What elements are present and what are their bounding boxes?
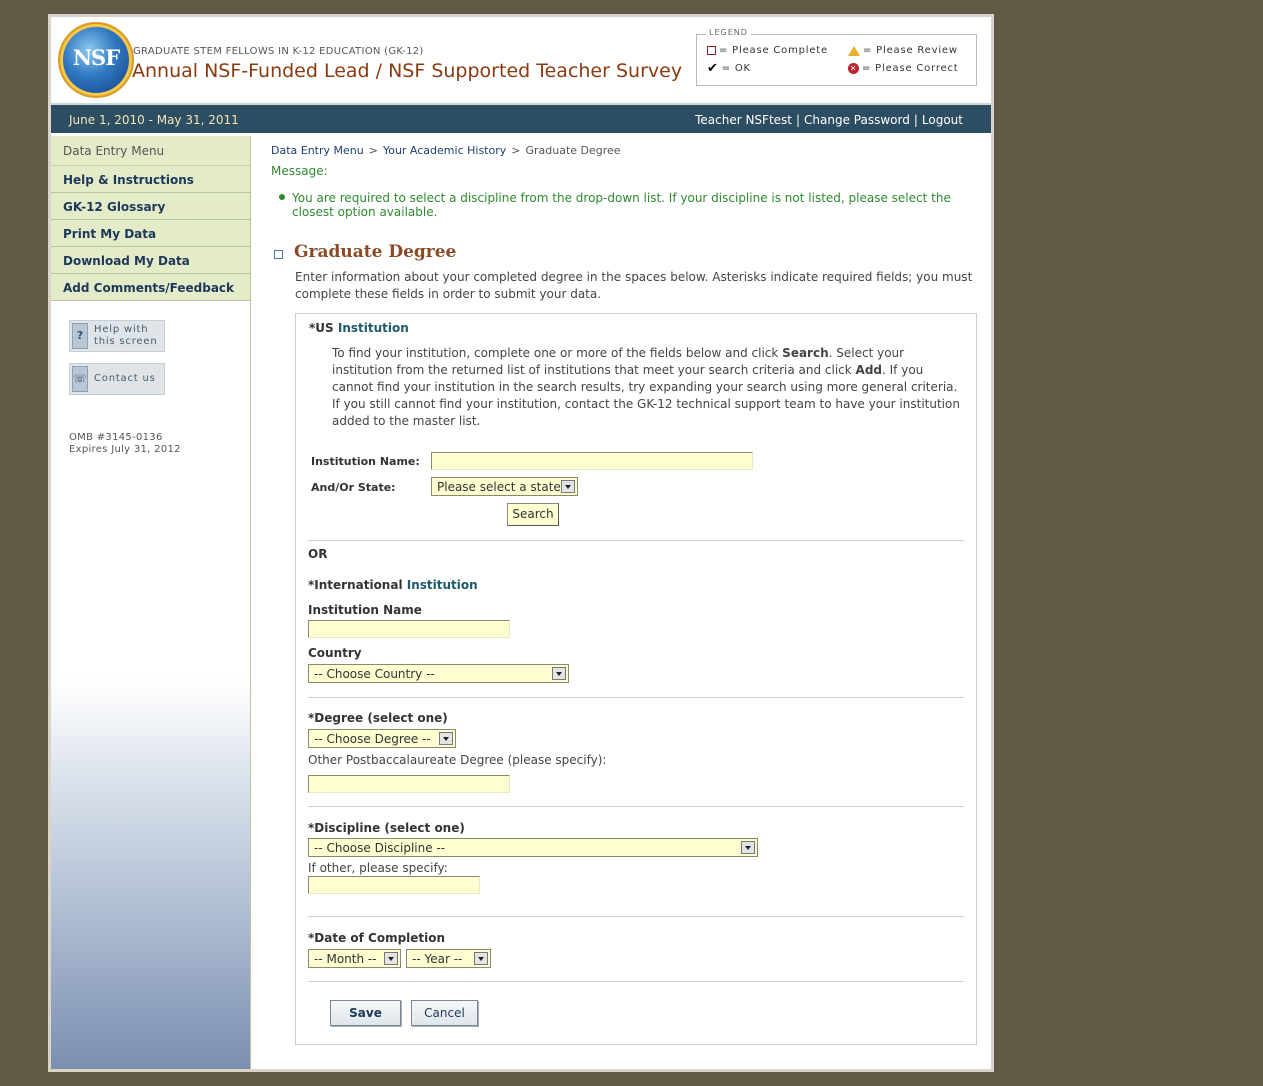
discipline-selected-value: -- Choose Discipline -- <box>314 841 446 855</box>
logo-text: NSF <box>72 45 120 70</box>
divider <box>308 981 964 982</box>
nsf-logo <box>63 27 129 93</box>
program-name: GRADUATE STEM FELLOWS IN K-12 EDUCATION (GK-12) <box>133 46 424 57</box>
sidebar-item-help-instructions[interactable]: Help & Instructions <box>51 166 250 193</box>
section-title: Graduate Degree <box>294 242 457 262</box>
help-button-line2: this screen <box>94 336 158 347</box>
page-frame <box>48 14 994 1072</box>
sidebar-item-add-comments[interactable]: Add Comments/Feedback <box>51 274 250 301</box>
other-degree-label: Other Postbaccalaureate Degree (please specify): <box>308 753 607 767</box>
month-selected-value: -- Month -- <box>314 952 377 966</box>
phone-icon: ☏ <box>72 366 88 392</box>
legend-please-review-label: = Please Review <box>863 45 958 56</box>
legend-please-correct-label: = Please Correct <box>862 63 959 74</box>
breadcrumb-separator: > <box>511 144 521 157</box>
error-icon: ✕ <box>849 64 858 73</box>
year-select[interactable] <box>406 949 491 968</box>
main-content <box>252 136 991 1069</box>
discipline-select[interactable] <box>308 838 758 857</box>
international-institution-label <box>308 578 478 592</box>
legend-title: LEGEND <box>706 28 751 37</box>
legend <box>696 28 977 86</box>
cancel-button[interactable]: Cancel <box>411 1000 478 1026</box>
contact-button-label: Contact us <box>94 373 156 384</box>
section-status-box-icon <box>274 250 283 259</box>
breadcrumb-current: Graduate Degree <box>525 144 621 157</box>
year-selected-value: -- Year -- <box>412 952 463 966</box>
state-select[interactable] <box>431 477 578 496</box>
divider <box>308 697 964 698</box>
save-button[interactable]: Save <box>330 1000 401 1026</box>
chevron-down-icon <box>384 952 398 965</box>
chevron-down-icon <box>474 952 488 965</box>
chevron-down-icon <box>561 480 575 493</box>
legend-please-correct <box>848 63 959 74</box>
intl-institution-name-label: Institution Name <box>308 603 422 617</box>
us-institution-prefix: *US <box>309 321 334 335</box>
us-institution-instructions <box>332 345 962 430</box>
chevron-down-icon <box>741 841 755 854</box>
question-icon: ? <box>72 323 88 349</box>
breadcrumb-academic-history[interactable]: Your Academic History <box>382 144 507 157</box>
empty-box-icon <box>707 46 716 55</box>
chevron-down-icon <box>439 732 453 745</box>
divider <box>308 916 964 917</box>
international-prefix: *International <box>308 578 403 592</box>
contact-us-button[interactable] <box>69 363 165 395</box>
country-selected-value: -- Choose Country -- <box>314 667 435 681</box>
international-accent: Institution <box>406 578 478 592</box>
help-button-line1: Help with <box>94 324 149 335</box>
breadcrumb-data-entry-menu[interactable]: Data Entry Menu <box>271 144 364 157</box>
state-label: And/Or State: <box>311 481 396 494</box>
legend-please-complete-label: = Please Complete <box>719 45 828 56</box>
divider <box>308 806 964 807</box>
sidebar-item-download-data[interactable]: Download My Data <box>51 247 250 274</box>
month-select[interactable] <box>308 949 401 968</box>
logout-link[interactable]: Logout <box>921 113 963 127</box>
completion-date-label: *Date of Completion <box>308 931 446 945</box>
other-discipline-input[interactable] <box>308 876 480 894</box>
divider <box>308 540 964 541</box>
checkmark-icon: ✔ <box>707 60 719 76</box>
omb-expiry: Expires July 31, 2012 <box>69 444 181 455</box>
user-links-separator: | <box>913 113 918 127</box>
instr-add-bold: Add <box>855 363 883 377</box>
degree-select[interactable] <box>308 729 456 748</box>
bullet-icon <box>279 194 285 200</box>
sidebar-item-print-data[interactable]: Print My Data <box>51 220 250 247</box>
chevron-down-icon <box>552 667 566 680</box>
sidebar-heading: Data Entry Menu <box>51 136 250 166</box>
degree-selected-value: -- Choose Degree -- <box>314 732 431 746</box>
legend-please-complete <box>707 45 828 56</box>
search-button[interactable]: Search <box>507 503 559 526</box>
legend-ok <box>707 60 751 76</box>
discipline-label: *Discipline (select one) <box>308 821 465 835</box>
top-navbar <box>51 103 991 133</box>
institution-name-label: Institution Name: <box>311 455 420 468</box>
us-institution-name-input[interactable] <box>431 452 753 470</box>
instr-part3: . If you cannot find your institution in the search results, try expanding your search using more general criteria. If you still cannot find your institution, contact the GK-12 technical support team to have your institution added to the master list. <box>332 363 960 428</box>
message-text: You are required to select a discipline from the drop-down list. If your discipline is not listed, please select the closest option available. <box>292 191 951 219</box>
message-label: Message: <box>271 164 328 178</box>
us-institution-accent: Institution <box>337 321 409 335</box>
country-label: Country <box>308 646 362 660</box>
survey-title: Annual NSF-Funded Lead / NSF Supported Teacher Survey <box>132 60 683 82</box>
section-intro: Enter information about your completed degree in the spaces below. Asterisks indicate required fields; you must complete these fields in order to submit your data. <box>295 270 973 301</box>
user-links-separator: | <box>796 113 801 127</box>
graduate-degree-form <box>295 313 977 1045</box>
legend-ok-label: = OK <box>721 63 751 74</box>
instr-part1: To find your institution, complete one or more of the fields below and click <box>332 346 783 360</box>
change-password-link[interactable]: Change Password <box>804 113 910 127</box>
user-name-link[interactable]: Teacher NSFtest <box>695 113 792 127</box>
warning-icon <box>848 46 860 56</box>
other-discipline-label: If other, please specify: <box>308 861 448 875</box>
or-label: OR <box>308 547 328 561</box>
breadcrumb-separator: > <box>368 144 378 157</box>
instr-part2: . Select your institution from the returned list of institutions that meet your search criteria and click <box>332 346 905 377</box>
help-button-label <box>94 324 157 348</box>
country-select[interactable] <box>308 664 569 683</box>
omb-info <box>69 432 181 456</box>
breadcrumb <box>271 144 621 157</box>
help-with-screen-button[interactable] <box>69 320 165 352</box>
instr-search-bold: Search <box>782 346 829 360</box>
header <box>51 17 991 103</box>
intl-institution-name-input[interactable] <box>308 620 510 638</box>
reporting-period: June 1, 2010 - May 31, 2011 <box>69 113 239 127</box>
sidebar-item-glossary[interactable]: GK-12 Glossary <box>51 193 250 220</box>
sidebar <box>51 136 251 1069</box>
state-selected-value: Please select a state <box>437 480 561 494</box>
legend-please-review <box>848 45 958 56</box>
omb-number: OMB #3145-0136 <box>69 432 163 443</box>
user-links <box>695 113 963 127</box>
other-degree-input[interactable] <box>308 775 510 793</box>
degree-label: *Degree (select one) <box>308 711 448 725</box>
us-institution-label <box>309 321 409 335</box>
